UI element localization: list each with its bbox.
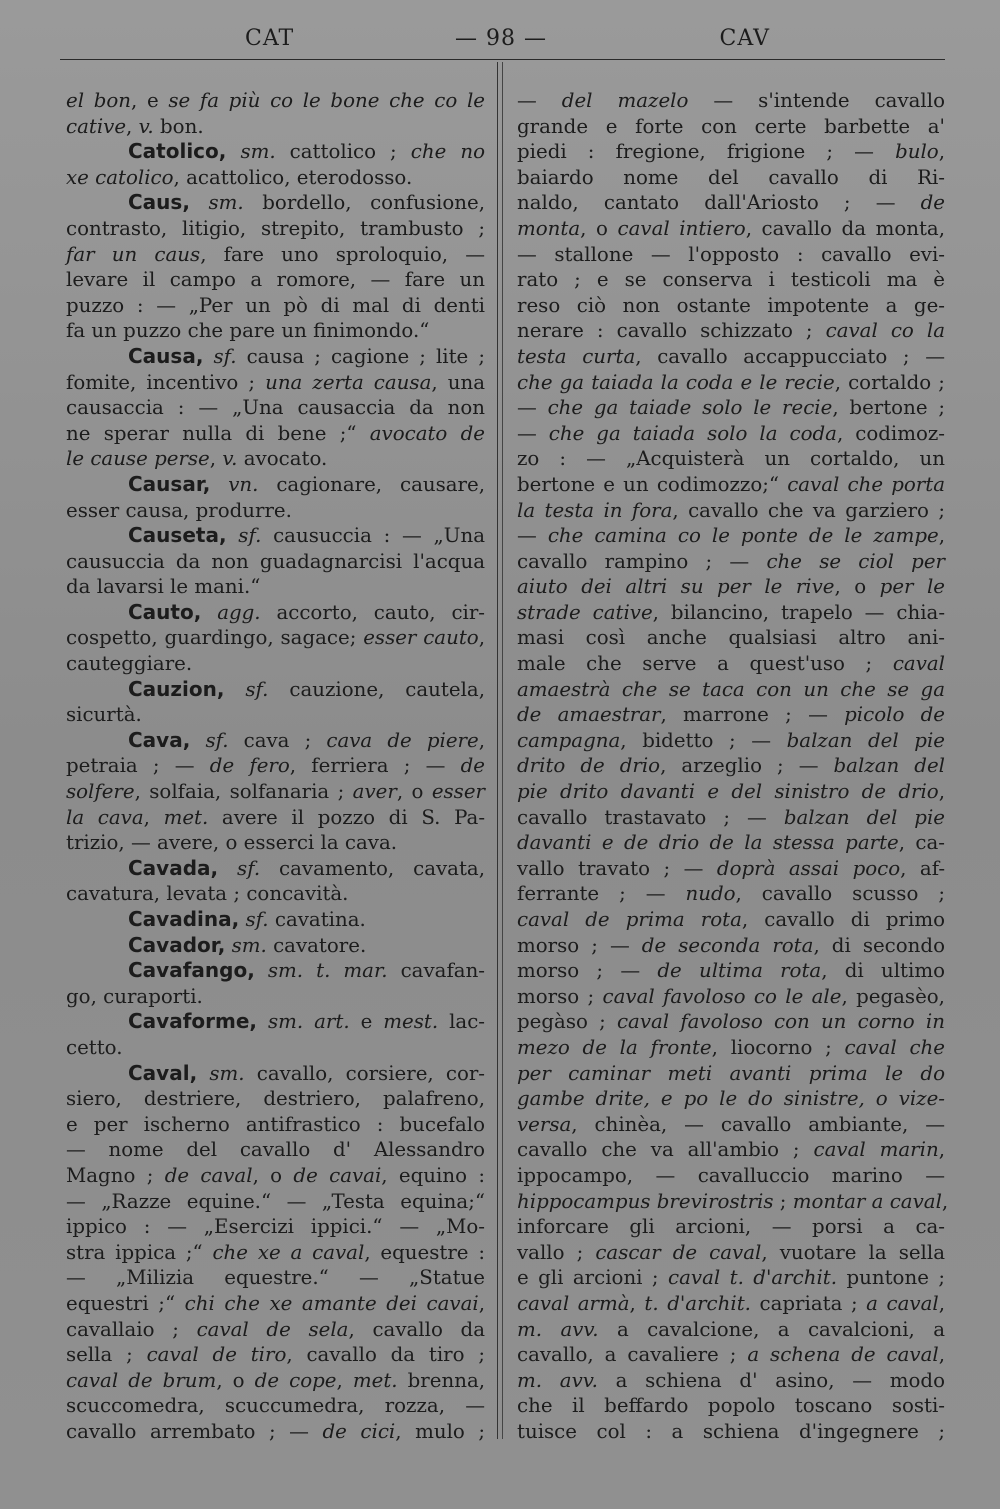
text-line: Cauzion, sf. cauzione, cautela,	[128, 676, 485, 701]
text-line: cative, v. bon.	[66, 114, 204, 138]
text-line: petraia ; — de fero, ferriera ; — de	[66, 754, 485, 778]
text-line: piedi : fregione, frigione ; — bulo,	[517, 140, 945, 164]
text-line: hippocampus brevirostris ; montar a caval,	[517, 1189, 949, 1213]
text-line: versa, chinèa, — cavallo ambiante, —	[517, 1112, 945, 1136]
text-line: stra ippica ;“ che xe a caval, equestre :	[66, 1240, 486, 1264]
text-line: che il beffardo popolo toscano sosti-	[517, 1394, 945, 1418]
column-divider-inner	[502, 62, 503, 1439]
text-line: nerare : cavallo schizzato ; caval co la	[517, 319, 945, 343]
text-line: pie drito davanti e del sinistro de drio,	[517, 780, 945, 804]
text-line: male che serve a quest'uso ; caval	[517, 652, 945, 676]
text-line: caval de brum, o de cope, met. brenna,	[66, 1368, 486, 1392]
header-right-guideword: CAV	[719, 26, 770, 51]
text-line: morso ; — de ultima rota, di ultimo	[517, 959, 945, 983]
text-line: m. avv. a cavalcione, a cavalcioni, a	[517, 1317, 946, 1341]
text-line: mezo de la fronte, liocorno ; caval che	[517, 1035, 945, 1059]
left-column	[66, 88, 485, 1444]
text-line: causaccia : — „Una causaccia da non	[66, 396, 485, 420]
text-line: reso ciò non ostante impotente a ge-	[517, 293, 945, 317]
text-line: naldo, cantato dall'Ariosto ; — de	[517, 191, 945, 215]
text-line: go, curaporti.	[66, 984, 203, 1008]
text-line: caval de prima rota, cavallo di primo	[517, 908, 945, 931]
text-line: cavallaio ; caval de sela, cavallo da	[66, 1317, 486, 1341]
text-line: Cava, sf. cava ; cava de piere,	[128, 727, 485, 752]
text-line: fa un puzzo che pare un finimondo.“	[66, 319, 430, 343]
text-line: per caminar meti avanti prima le do	[517, 1061, 945, 1085]
text-line: ippico : — „Esercizi ippici.“ — „Mo-	[66, 1215, 485, 1239]
text-line: zo : — „Acquisterà un cortaldo, un	[517, 447, 945, 471]
text-line: Cauto, agg. accorto, cauto, cir-	[128, 599, 485, 624]
text-line: trizio, — avere, o esserci la cava.	[66, 831, 398, 855]
text-line: cospetto, guardingo, sagace; esser cauto,	[66, 626, 485, 650]
text-line: cavallo rampino ; — che se ciol per	[517, 549, 945, 573]
text-line: Causar, vn. cagionare, causare,	[128, 471, 485, 496]
text-line: — stallone — l'opposto : cavallo evi-	[517, 242, 945, 266]
text-line: vallo travato ; — doprà assai poco, af-	[517, 856, 945, 880]
page-header	[60, 26, 945, 58]
text-line: pegàso ; caval favoloso con un corno in	[517, 1010, 945, 1034]
text-line: testa curta, cavallo accappucciato ; —	[517, 344, 946, 368]
text-line: — del mazelo — s'intende cavallo	[517, 89, 945, 112]
text-line: siero, destriere, destriero, palafreno,	[66, 1087, 485, 1111]
text-line: la testa in fora, cavallo che va garziero ;	[517, 498, 945, 522]
text-line: far un caus, fare uno sproloquio, —	[66, 242, 485, 266]
text-line: grande e forte con certe barbette a'	[517, 114, 945, 138]
text-line: le cause perse, v. avocato.	[66, 447, 328, 471]
text-line: Cavadina, sf. cavatina.	[128, 907, 366, 931]
text-line: Cavada, sf. cavamento, cavata,	[128, 855, 485, 880]
text-line: bertone e un codimozzo;“ caval che porta	[517, 472, 945, 496]
text-line: sicurtà.	[66, 703, 142, 727]
text-line: — „Razze equine.“ — „Testa equina;“	[66, 1189, 485, 1213]
text-line: — che ga taiade solo le recie, bertone ;	[517, 396, 945, 420]
text-line: ne sperar nulla di bene ;“ avocato de	[66, 421, 485, 445]
text-line: morso ; — de seconda rota, di secondo	[517, 933, 945, 957]
text-line: — nome del cavallo d' Alessandro	[66, 1138, 485, 1162]
text-line: campagna, bidetto ; — balzan del pie	[517, 728, 945, 752]
text-line: el bon, e se fa più co le bone che co le	[66, 89, 485, 112]
text-line: morso ; caval favoloso co le ale, pegasèo,	[517, 984, 945, 1008]
text-line: cauteggiare.	[66, 652, 193, 676]
text-line: vallo ; cascar de caval, vuotare la sella	[517, 1240, 945, 1264]
text-line: monta, o caval intiero, cavallo da monta,	[517, 216, 946, 240]
column-divider	[497, 62, 498, 1439]
text-line: tuisce col : a schiena d'ingegnere ;	[517, 1419, 945, 1443]
text-line: de amaestrar, marrone ; — picolo de	[517, 703, 945, 727]
text-line: esser causa, produrre.	[66, 498, 292, 522]
text-line: che ga taiada la coda e le recie, cortaldo ;	[517, 370, 945, 394]
text-line: cavallo trastavato ; — balzan del pie	[517, 805, 945, 829]
text-line: drito de drio, arzeglio ; — balzan del	[517, 754, 945, 778]
text-line: sella ; caval de tiro, cavallo da tiro ;	[66, 1343, 486, 1367]
text-line: aiuto dei altri su per le rive, o per le	[517, 575, 945, 599]
text-line: cavallo arrembato ; — de cici, mulo ;	[66, 1419, 486, 1443]
text-line: equestri ;“ chi che xe amante dei cavai,	[66, 1291, 486, 1315]
header-rule	[60, 59, 945, 60]
text-line: causuccia da non guadagnarcisi l'acqua	[66, 549, 485, 573]
text-line: e per ischerno antifrastico : bucefalo	[66, 1112, 485, 1136]
text-line: cavallo che va all'ambio ; caval marin,	[517, 1138, 945, 1162]
text-line: strade cative, bilancino, trapelo — chia-	[517, 600, 945, 624]
text-line: baiardo nome del cavallo di Ri-	[517, 165, 945, 189]
text-line: da lavarsi le mani.“	[66, 575, 261, 599]
text-line: gambe drite, e po le do sinistre, o vize-	[517, 1087, 945, 1111]
right-column	[517, 88, 949, 1444]
text-line: Causa, sf. causa ; cagione ; lite ;	[128, 343, 485, 368]
text-line: — „Milizia equestre.“ — „Statue	[66, 1266, 485, 1290]
text-line: Caus, sm. bordello, confusione,	[128, 190, 485, 215]
text-line: Causeta, sf. causuccia : — „Una	[128, 523, 485, 548]
text-line: e gli arcioni ; caval t. d'archit. puntone ;	[517, 1266, 945, 1290]
text-line: Cavafango, sm. t. mar. cavafan-	[128, 958, 485, 983]
text-line: la cava, met. avere il pozzo di S. Pa-	[66, 805, 485, 829]
header-left-guideword: CAT	[245, 26, 295, 51]
text-line: Caval, sm. cavallo, corsiere, cor-	[128, 1060, 485, 1085]
text-line: inforcare gli arcioni, — porsi a ca-	[517, 1215, 945, 1239]
text-line: — che camina co le ponte de le zampe,	[517, 524, 945, 548]
text-line: Magno ; de caval, o de cavai, equino :	[66, 1163, 485, 1187]
text-line: davanti e de drio de la stessa parte, ca-	[517, 831, 945, 855]
text-line: ippocampo, — cavalluccio marino —	[517, 1163, 945, 1187]
text-line: puzzo : — „Per un pò di mal di denti	[66, 293, 485, 317]
text-line: contrasto, litigio, strepito, trambusto ;	[66, 216, 485, 240]
text-line: ferrante ; — nudo, cavallo scusso ;	[517, 882, 945, 906]
text-line: fomite, incentivo ; una zerta causa, una	[66, 370, 486, 394]
text-line: caval armà, t. d'archit. capriata ; a caval,	[517, 1291, 945, 1315]
text-line: Cavaforme, sm. art. e mest. lac-	[128, 1009, 485, 1034]
text-line: Cavador, sm. cavatore.	[128, 932, 367, 957]
text-line: scuccomedra, scuccumedra, rozza, —	[66, 1394, 485, 1418]
page-number: — 98 —	[455, 26, 547, 51]
text-line: masi così anche qualsiasi altro ani-	[517, 626, 945, 650]
text-line: Catolico, sm. cattolico ; che no	[128, 139, 485, 164]
text-line: rato ; e se conserva i testicoli ma è	[517, 268, 945, 292]
text-line: cavallo, a cavaliere ; a schena de caval,	[517, 1343, 945, 1367]
text-line: cetto.	[66, 1035, 123, 1059]
text-line: cavatura, levata ; concavità.	[66, 882, 349, 906]
text-line: xe catolico, acattolico, eterodosso.	[66, 165, 413, 189]
text-line: solfere, solfaia, solfanaria ; aver, o esser	[66, 780, 485, 804]
text-line: amaestrà che se taca con un che se ga	[517, 677, 945, 701]
text-line: levare il campo a romore, — fare un	[66, 268, 485, 292]
text-line: m. avv. a schiena d' asino, — modo	[517, 1368, 945, 1392]
text-line: — che ga taiada solo la coda, codimoz-	[517, 421, 945, 445]
